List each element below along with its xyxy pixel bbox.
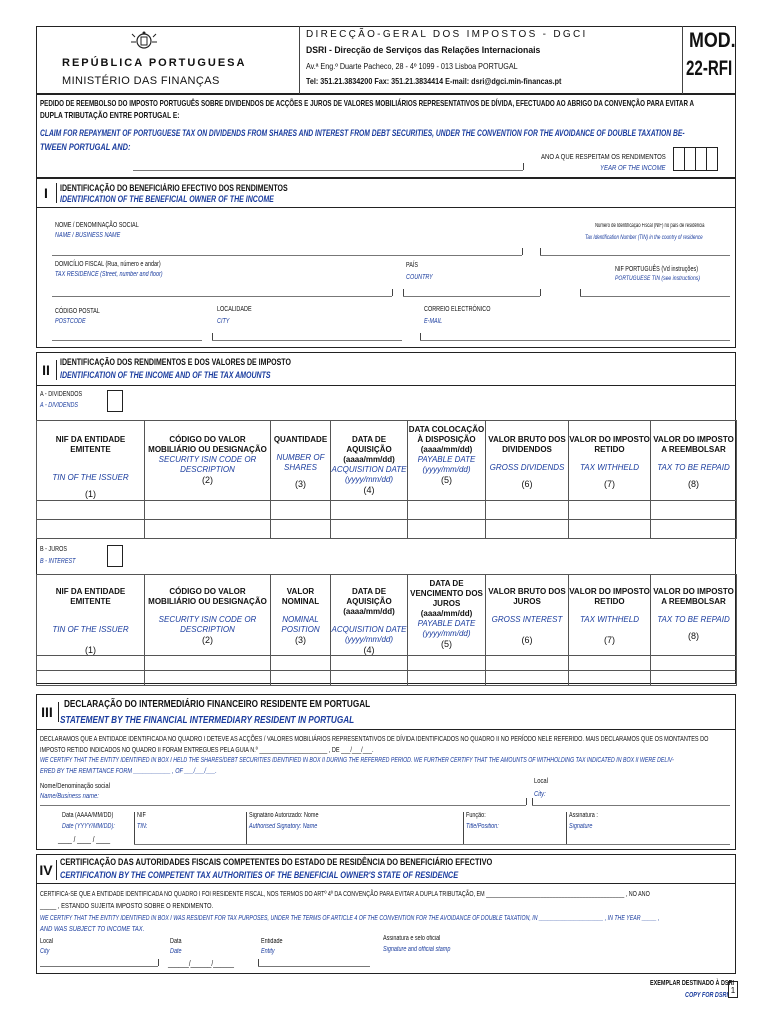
- section-2-number: II: [36, 360, 57, 380]
- country-label-pt: PAÍS: [406, 262, 419, 269]
- section-4-cert-pt1: CERTIFICA-SE QUE A ENTIDADE IDENTIFICADA NO QUADRO I FOI RESIDENTE FISCAL, NOS TERMOS DO ARTº 4º DA CONVENÇÃO PARA EVITAR A DUPLA TRIBUTAÇÃO, EM ______________________________________________ , NO ANO: [40, 889, 650, 898]
- year-digit-4[interactable]: [706, 147, 718, 171]
- intermediary-date-label-pt: Data (AAAA/MM/DD): [62, 812, 114, 819]
- email-label-pt: CORREIO ELECTRÓNICO: [424, 306, 491, 313]
- contacts-line: Tel: 351.21.3834200 Fax: 351.21.3834414 E-mail: dsri@dgci.min-financas.pt: [306, 77, 562, 86]
- function-input[interactable]: [463, 844, 566, 845]
- signatory-input[interactable]: [246, 844, 463, 845]
- postcode-input-line[interactable]: [52, 340, 202, 341]
- int-col-isin: CÓDIGO DO VALOR MOBILIÁRIO OU DESIGNAÇÃO SECURITY ISIN CODE OR DESCRIPTION (2): [145, 575, 271, 656]
- function-label-pt: Função:: [466, 812, 486, 819]
- section-3-title-en: STATEMENT BY THE FINANCIAL INTERMEDIARY RESIDENT IN PORTUGAL: [60, 715, 355, 726]
- int-col-repaid: VALOR DO IMPOSTO A REEMBOLSAR TAX TO BE REPAID (8): [651, 575, 737, 656]
- int-col-nominal: VALOR NOMINAL NOMINAL POSITION (3): [271, 575, 331, 656]
- authority-entity-label-en: Entity: [261, 948, 275, 955]
- country-line[interactable]: [133, 170, 523, 171]
- intermediary-city-label-pt: Local: [534, 776, 548, 785]
- postcode-label-en: POSTCODE: [55, 318, 86, 325]
- name-label-en: NAME / BUSINESS NAME: [55, 232, 121, 239]
- signature-label-en: Signature: [569, 823, 593, 830]
- section-4-cert-en1: WE CERTIFY THAT THE ENTITY IDENTIFIED IN BOX I WAS RESIDENT FOR TAX PURPOSES, UNDER THE TERMS OF ARTICLE 4 OF THE CONVENTION FOR THE AVOIDANCE OF DOUBLE TAXATION, IN ______________________ , IN THE YEAR _____ ,: [40, 913, 660, 922]
- intermediary-name-label-pt: Nome/Denominação social: [40, 781, 110, 790]
- function-label-en: Title/Position:: [466, 823, 499, 830]
- section-3-decl-pt2: IMPOSTO RETIDO INDICADOS NO QUADRO II FORAM ENTREGUES PELA GUIA N.º ______________________ , DE ___/___/___.: [40, 745, 374, 754]
- authority-city-label-en: City: [40, 948, 50, 955]
- intermediary-name-label-en: Name/Business name:: [40, 791, 99, 800]
- table-row: [37, 656, 737, 671]
- dividends-checkbox[interactable]: [107, 390, 123, 412]
- section-4-number: IV: [36, 860, 57, 880]
- section-3-decl-pt1: DECLARAMOS QUE A ENTIDADE IDENTIFICADA NO QUADRO I DETEVE AS ACÇÕES / VALORES MOBILIÁRIOS REPRESENTATIVOS DE DÍVIDA IDENTIFICADOS NO QUADRO II NO PERÍODO NELE REFERIDO. MAIS DECLARAMOS QUE OS MONTANTES DO: [40, 734, 709, 743]
- authority-date-label-pt: Data: [170, 938, 182, 945]
- signatory-label-pt: Signatário Autorizado: Nome: [249, 812, 319, 819]
- section-3-decl-en1: WE CERTIFY THAT THE ENTITY IDENTIFIED IN BOX I HELD THE SHARES/DEBT SECURITIES IDENTIFIED IN BOX II DURING THE REFERRED PERIOD. WE FURTHER CERTIFY THAT THE AMOUNTS OF WITHHOLDING TAX INDICATED IN BOX II WERE DELIV-: [40, 755, 674, 764]
- address-line: Av.ª Eng.º Duarte Pacheco, 28 - 4º 1099 - 013 Lisboa PORTUGAL: [306, 62, 518, 71]
- nif-input-line[interactable]: [580, 296, 730, 297]
- model-code-line1: MOD.: [689, 29, 736, 52]
- int-col-acq-date: DATA DE AQUISIÇÃO (aaaa/mm/dd) ACQUISITION DATE (yyyy/mm/dd) (4): [331, 575, 408, 656]
- div-col-withheld: VALOR DO IMPOSTO RETIDO TAX WITHHELD (7): [569, 421, 651, 501]
- year-label-en: YEAR OF THE INCOME: [600, 163, 666, 172]
- div-col-pay-date: DATA COLOCAÇÃO À DISPOSIÇÃO (aaaa/mm/dd) PAYABLE DATE (yyyy/mm/dd) (5): [408, 421, 486, 501]
- email-input-line[interactable]: [420, 340, 730, 341]
- authority-city-label-pt: Local: [40, 938, 54, 945]
- tin-label-pt: Número de Identificação Fiscal (NIF) no país de residência: [595, 223, 705, 229]
- authority-entity-label-pt: Entidade: [261, 938, 283, 945]
- coat-of-arms-icon: [128, 30, 160, 52]
- table-row: [37, 501, 737, 520]
- section-3-number: III: [36, 702, 59, 722]
- tin-input-line[interactable]: [540, 255, 730, 256]
- table-row: [37, 671, 737, 686]
- div-col-tin: NIF DA ENTIDADE EMITENTE TIN OF THE ISSUER (1): [37, 421, 145, 501]
- country-label-en: COUNTRY: [406, 274, 433, 281]
- dg-title: DIRECÇÃO-GERAL DOS IMPOSTOS - DGCI: [306, 29, 588, 40]
- section-3-decl-en2: ERED BY THE REMITTANCE FORM ____________ , OF ___/___/___.: [40, 766, 217, 775]
- intro-en-line2: TWEEN PORTUGAL AND:: [40, 142, 131, 153]
- intro-pt-line2: DUPLA TRIBUTAÇÃO ENTRE PORTUGAL E:: [40, 110, 180, 120]
- section-4-title-pt: CERTIFICAÇÃO DAS AUTORIDADES FISCAIS COMPETENTES DO ESTADO DE RESIDÊNCIA DO BENEFICIÁRIO EFECTIVO: [60, 857, 493, 868]
- tin-label-en: Tax Identification Number (TIN) in the country of residence: [585, 234, 703, 241]
- int-col-due-date: DATA DE VENCIMENTO DOS JUROS (aaaa/mm/dd) PAYABLE DATE (yyyy/mm/dd) (5): [408, 575, 486, 656]
- section-1-title-en: IDENTIFICATION OF THE BENEFICIAL OWNER OF THE INCOME: [60, 194, 274, 204]
- interest-checkbox[interactable]: [107, 545, 123, 567]
- dsri-title: DSRI - Direcção de Serviços das Relações Internacionais: [306, 45, 541, 55]
- dividends-label-pt: A - DIVIDENDOS: [40, 391, 83, 398]
- year-label-pt: ANO A QUE RESPEITAM OS RENDIMENTOS: [541, 152, 666, 161]
- div-col-gross: VALOR BRUTO DOS DIVIDENDOS GROSS DIVIDENDS (6): [486, 421, 569, 501]
- section-4-cert-pt2: _____ , ESTANDO SUJEITA IMPOSTO SOBRE O RENDIMENTO.: [40, 901, 214, 910]
- email-label-en: E-MAIL: [424, 318, 443, 325]
- copy-for-pt: EXEMPLAR DESTINADO À DSRI: [650, 980, 735, 987]
- name-input-line[interactable]: [52, 255, 522, 256]
- postcode-label-pt: CÓDIGO POSTAL: [55, 308, 100, 315]
- section-2-title-en: IDENTIFICATION OF THE INCOME AND OF THE TAX AMOUNTS: [60, 370, 271, 380]
- dividends-label-en: A - DIVIDENDS: [40, 402, 79, 409]
- republic-name: REPÚBLICA PORTUGUESA: [62, 57, 247, 69]
- interest-label-pt: B - JUROS: [40, 546, 68, 553]
- intermediary-city-label-en: City:: [534, 789, 546, 798]
- section-4-title-en: CERTIFICATION BY THE COMPETENT TAX AUTHORITIES OF THE BENEFICIAL OWNER'S STATE OF RESIDENCE: [60, 870, 459, 881]
- authority-city-input[interactable]: [40, 966, 158, 967]
- div-col-repaid: VALOR DO IMPOSTO A REEMBOLSAR TAX TO BE REPAID (8): [651, 421, 737, 501]
- intermediary-date-blank[interactable]: ____ / ____ / ____: [58, 835, 111, 844]
- section-1-title-pt: IDENTIFICAÇÃO DO BENEFICIÁRIO EFECTIVO DOS RENDIMENTOS: [60, 183, 288, 193]
- ministry-name: MINISTÉRIO DAS FINANÇAS: [62, 75, 220, 87]
- section-2-title-pt: IDENTIFICAÇÃO DOS RENDIMENTOS E DOS VALORES DE IMPOSTO: [60, 357, 291, 367]
- section-1-number: I: [36, 183, 57, 203]
- domicile-label-pt: DOMICÍLIO FISCAL (Rua, número e andar): [55, 261, 161, 268]
- intermediary-nif-label-en: TIN:: [137, 823, 148, 830]
- div-col-isin: CÓDIGO DO VALOR MOBILIÁRIO OU DESIGNAÇÃO SECURITY ISIN CODE OR DESCRIPTION (2): [145, 421, 271, 501]
- intermediary-date-label-en: Date (YYYY/MM/DD):: [62, 823, 115, 830]
- stamp-label-pt: Assinatura e selo oficial: [383, 935, 441, 942]
- authority-date-blank[interactable]: ______/______/______: [168, 959, 234, 968]
- country-input-line[interactable]: [403, 296, 540, 297]
- model-code-line2: 22-RFI: [686, 57, 733, 80]
- page-number-box: 1: [728, 981, 738, 998]
- nif-label-pt: NIF PORTUGUÊS (Vd instruções): [615, 266, 699, 273]
- stamp-label-en: Signature and official stamp: [383, 946, 451, 953]
- intermediary-nif-input[interactable]: [134, 844, 246, 845]
- int-col-tin: NIF DA ENTIDADE EMITENTE TIN OF THE ISSUER (1): [37, 575, 145, 656]
- section-4-cert-en2: AND WAS SUBJECT TO INCOME TAX.: [40, 924, 145, 933]
- domicile-input-line[interactable]: [52, 296, 392, 297]
- interest-table: [36, 574, 737, 686]
- authority-date-label-en: Date: [170, 948, 182, 955]
- intro-en-line1: CLAIM FOR REPAYMENT OF PORTUGUESE TAX ON DIVIDENDS FROM SHARES AND INTEREST FROM DEBT SECURITIES, UNDER THE CONVENTION FOR THE AVOIDANCE OF DOUBLE TAXATION BE-: [40, 128, 685, 139]
- intermediary-nif-label-pt: NIF: [137, 812, 146, 819]
- intermediary-name-input[interactable]: [40, 805, 526, 806]
- domicile-label-en: TAX RESIDENCE (Street, number and floor): [55, 271, 163, 278]
- div-col-quantity: QUANTIDADE NUMBER OF SHARES (3): [271, 421, 331, 501]
- intermediary-city-input[interactable]: [532, 805, 730, 806]
- city-input-line[interactable]: [212, 340, 402, 341]
- city-label-en: CITY: [217, 318, 230, 325]
- section-3-title-pt: DECLARAÇÃO DO INTERMEDIÁRIO FINANCEIRO RESIDENTE EM PORTUGAL: [64, 699, 371, 710]
- div-col-acq-date: DATA DE AQUISIÇÃO (aaaa/mm/dd) ACQUISITION DATE (yyyy/mm/dd) (4): [331, 421, 408, 501]
- name-label-pt: NOME / DENOMINAÇÃO SOCIAL: [55, 222, 139, 229]
- nif-label-en: PORTUGUESE TIN (see instructions): [615, 275, 700, 282]
- copy-for-en: COPY FOR DSRI: [685, 992, 728, 999]
- signatory-label-en: Authorised Signatory: Name: [249, 823, 318, 830]
- city-label-pt: LOCALIDADE: [217, 306, 252, 313]
- intro-pt-line1: PEDIDO DE REEMBOLSO DO IMPOSTO PORTUGUÊS SOBRE DIVIDENDOS DE ACÇÕES E JUROS DE VALORES MOBILIÁRIOS REPRESENTATIVOS DE DÍVIDA, EFECTUADO AO ABRIGO DA CONVENÇÃO PARA EVITAR A: [40, 98, 694, 108]
- int-col-withheld: VALOR DO IMPOSTO RETIDO TAX WITHHELD (7): [569, 575, 651, 656]
- signature-input[interactable]: [566, 844, 730, 845]
- interest-label-en: B - INTEREST: [40, 558, 76, 565]
- int-col-gross: VALOR BRUTO DOS JUROS GROSS INTEREST (6): [486, 575, 569, 656]
- signature-label-pt: Assinatura :: [569, 812, 598, 819]
- table-row: [37, 520, 737, 539]
- dividends-table: [36, 420, 737, 539]
- authority-entity-input[interactable]: [258, 966, 370, 967]
